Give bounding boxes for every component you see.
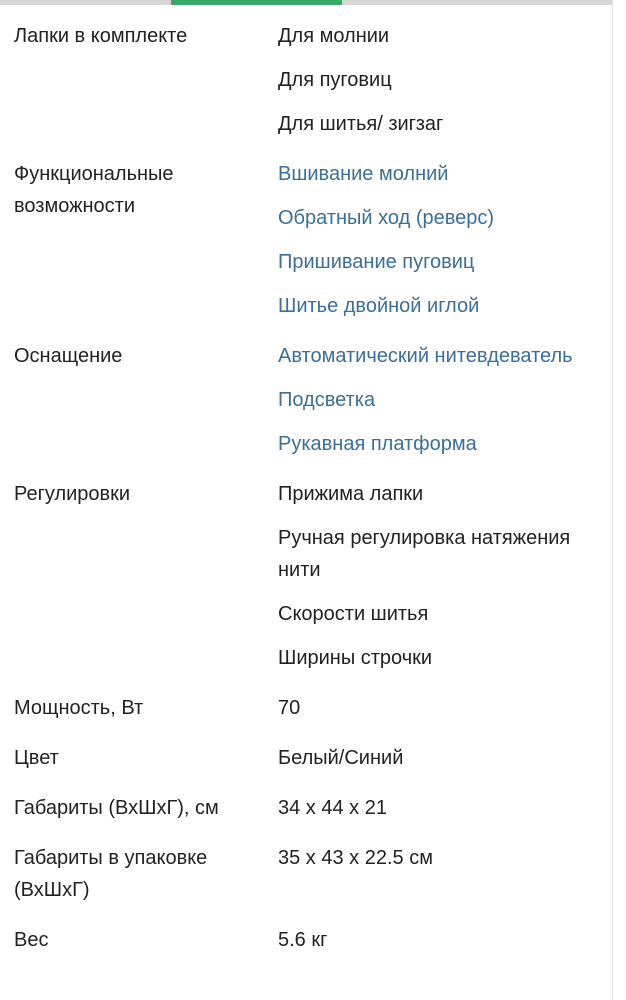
spec-label: Регулировки (14, 483, 131, 505)
spec-value: Прижима лапки (278, 483, 424, 505)
active-tab-indicator (171, 0, 342, 5)
spec-value: Ширины строчки (278, 647, 433, 669)
feature-link[interactable]: Обратный ход (реверс) (278, 207, 495, 229)
spec-value: Ручная регулировка натяжения нити (278, 527, 571, 581)
spec-row-features (14, 158, 614, 322)
spec-value: Скорости шитья (278, 603, 429, 625)
spec-row-presser-feet (14, 20, 614, 140)
spec-value: 70 (278, 697, 301, 719)
spec-value: Белый/Синий (278, 747, 404, 769)
spec-label: Вес (14, 929, 49, 951)
specifications-list (14, 20, 614, 956)
spec-label: Мощность, Вт (14, 697, 144, 719)
equipment-link[interactable]: Рукавная платформа (278, 433, 477, 455)
spec-row-package-dimensions (14, 842, 614, 906)
spec-row-power (14, 692, 614, 724)
spec-values (278, 842, 614, 874)
spec-values (278, 924, 614, 956)
spec-value: Для шитья/ зигзаг (278, 113, 444, 135)
spec-label: Оснащение (14, 345, 123, 367)
tab-indicator-bar (0, 0, 612, 5)
spec-row-color (14, 742, 614, 774)
spec-label: Лапки в комплекте (14, 25, 188, 47)
spec-values (278, 158, 614, 322)
spec-values (278, 340, 614, 460)
spec-values (278, 692, 614, 724)
spec-value: Для молнии (278, 25, 390, 47)
equipment-link[interactable]: Автоматический нитевдеватель (278, 345, 573, 367)
feature-link[interactable]: Вшивание молний (278, 163, 449, 185)
spec-values (278, 20, 614, 140)
spec-row-weight (14, 924, 614, 956)
spec-row-dimensions (14, 792, 614, 824)
spec-values (278, 478, 614, 674)
spec-values (278, 742, 614, 774)
spec-value: Для пуговиц (278, 69, 392, 91)
spec-value: 5.6 кг (278, 929, 328, 951)
spec-value: 35 x 43 x 22.5 см (278, 847, 433, 869)
feature-link[interactable]: Пришивание пуговиц (278, 251, 475, 273)
spec-values (278, 792, 614, 824)
spec-label: Габариты (ВхШхГ), см (14, 797, 219, 819)
spec-row-equipment (14, 340, 614, 460)
spec-row-adjustments (14, 478, 614, 674)
spec-label: Габариты в упаковке (ВхШхГ) (14, 847, 208, 901)
spec-value: 34 x 44 x 21 (278, 797, 387, 819)
spec-label: Цвет (14, 747, 59, 769)
equipment-link[interactable]: Подсветка (278, 389, 376, 411)
spec-label: Функциональные возможности (14, 163, 174, 217)
feature-link[interactable]: Шитье двойной иглой (278, 295, 480, 317)
